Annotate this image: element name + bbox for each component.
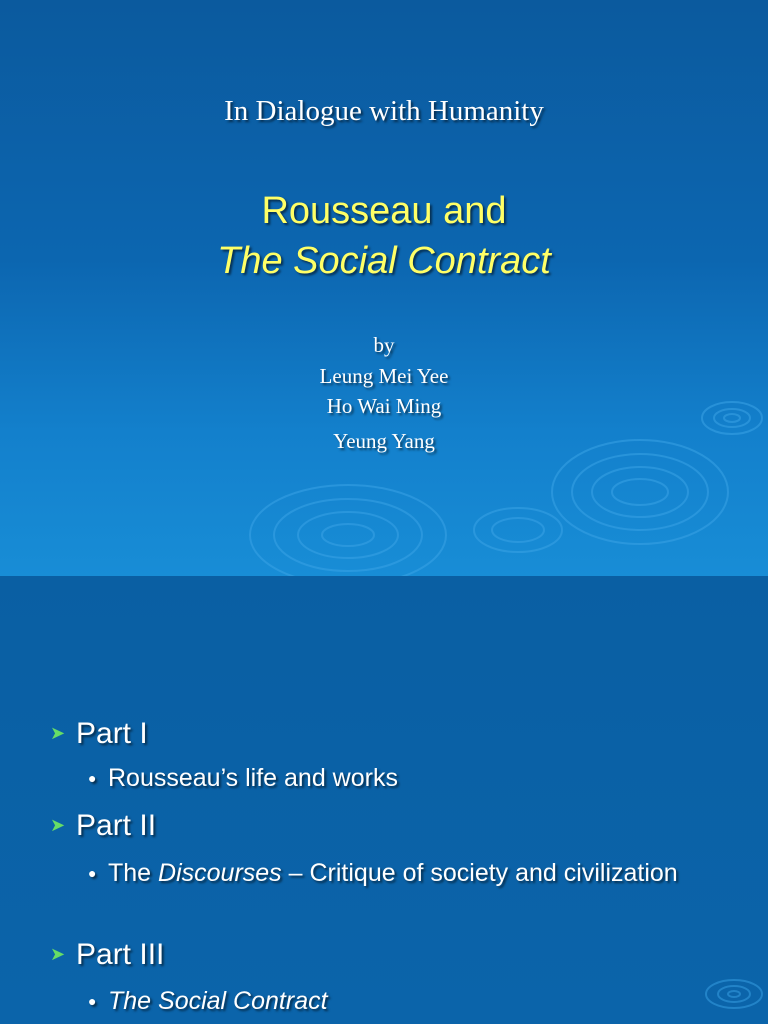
outline-part-label: Part I: [76, 717, 148, 750]
by-label: by: [373, 333, 395, 357]
author-name: Yeung Yang: [333, 429, 435, 453]
author-name: Ho Wai Ming: [326, 394, 442, 418]
outline-subitem-text: [108, 984, 698, 1019]
outline-slide: [0, 576, 768, 1024]
subitem-emphasis: Discourses: [158, 859, 282, 887]
dot-bullet-icon: ●: [88, 770, 97, 786]
outline-subitem: [88, 984, 708, 1019]
outline-subitem-text: Rousseau’s life and works: [108, 764, 398, 792]
subitem-suffix: – Critique of society and civilization: [281, 859, 678, 887]
author-name: Leung Mei Yee: [319, 364, 449, 388]
subitem-emphasis: The Social Contract: [108, 987, 328, 1015]
arrow-bullet-icon: ➤: [50, 944, 66, 964]
subitem-prefix: The: [108, 859, 159, 887]
slide-title-line2: The Social Contract: [217, 240, 551, 282]
arrow-bullet-icon: ➤: [50, 723, 66, 743]
outline-subitem: [88, 856, 708, 891]
outline-subitem: [88, 761, 708, 796]
arrow-bullet-icon: ➤: [50, 815, 66, 835]
outline-part-label: Part III: [76, 938, 165, 971]
outline-part: [50, 938, 164, 972]
dot-bullet-icon: ●: [88, 865, 97, 881]
presentation-subtitle: In Dialogue with Humanity: [224, 95, 544, 127]
outline-subitem-text: [108, 856, 698, 891]
slide-title-line1: Rousseau and: [261, 190, 507, 232]
outline-part: [50, 717, 148, 751]
outline-part-label: Part II: [76, 809, 157, 842]
dot-bullet-icon: ●: [88, 993, 97, 1009]
outline-part: [50, 809, 156, 843]
